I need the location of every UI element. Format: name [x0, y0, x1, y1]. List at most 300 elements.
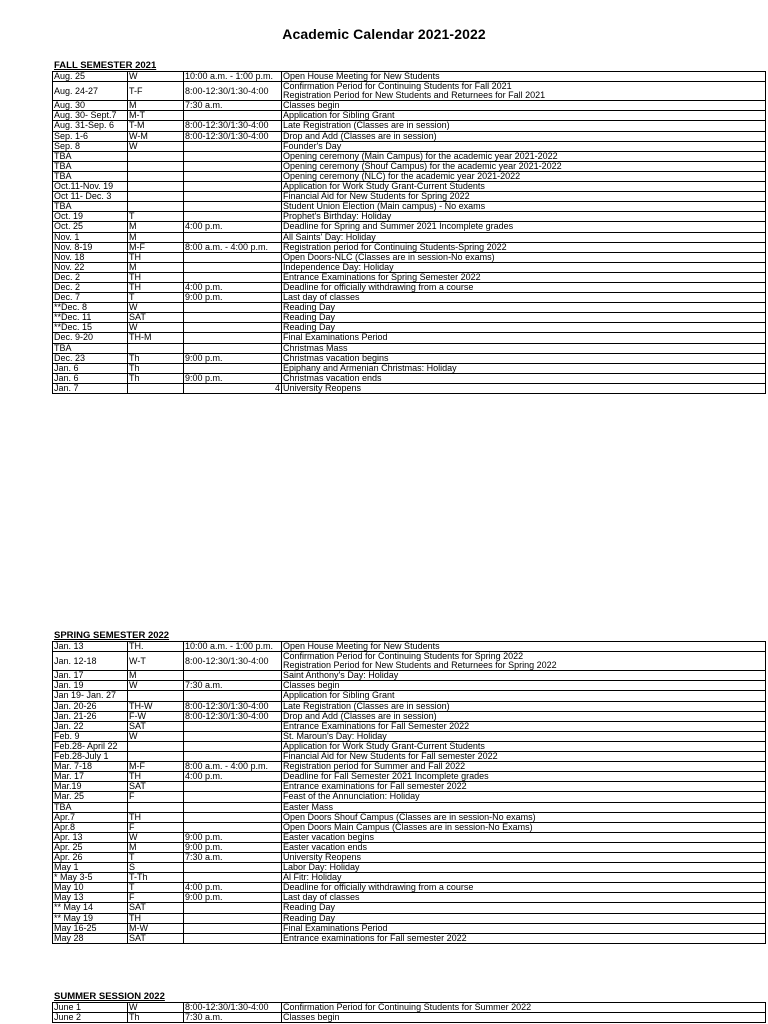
table-row	[53, 222, 766, 232]
table-row	[53, 711, 766, 721]
time-cell	[184, 262, 282, 272]
event-cell: University Reopens	[282, 383, 766, 393]
day-cell: TH	[128, 812, 184, 822]
time-cell: 7:30 a.m.	[184, 1013, 282, 1023]
table-row	[53, 782, 766, 792]
event-cell: Late Registration (Classes are in session)	[282, 701, 766, 711]
table-row	[53, 333, 766, 343]
date-cell: TBA	[53, 202, 128, 212]
time-cell	[184, 192, 282, 202]
event-cell: All Saints' Day: Holiday	[282, 232, 766, 242]
day-cell: TH	[128, 772, 184, 782]
time-cell	[184, 313, 282, 323]
date-cell: **Dec. 8	[53, 303, 128, 313]
event-cell: Last day of classes	[282, 293, 766, 303]
event-cell: Reading Day	[282, 323, 766, 333]
table-row	[53, 303, 766, 313]
day-cell: Th	[128, 353, 184, 363]
time-cell	[184, 731, 282, 741]
table-row	[53, 212, 766, 222]
event-cell: Christmas Mass	[282, 343, 766, 353]
day-cell: W	[128, 731, 184, 741]
day-cell: W-T	[128, 652, 184, 671]
date-cell: ** May 14	[53, 903, 128, 913]
date-cell: Dec. 2	[53, 272, 128, 282]
day-cell: W	[128, 832, 184, 842]
table-row	[53, 151, 766, 161]
table-row	[53, 671, 766, 681]
table-row	[53, 192, 766, 202]
time-cell	[184, 323, 282, 333]
event-cell: Christmas vacation begins	[282, 353, 766, 363]
day-cell: T-Th	[128, 873, 184, 883]
spring-semester-table	[52, 641, 766, 944]
table-row	[53, 141, 766, 151]
day-cell: M-T	[128, 111, 184, 121]
time-cell	[184, 343, 282, 353]
date-cell: Aug. 25	[53, 72, 128, 82]
day-cell: M	[128, 671, 184, 681]
table-row	[53, 313, 766, 323]
date-cell: TBA	[53, 161, 128, 171]
time-cell: 8:00 a.m. - 4:00 p.m.	[184, 762, 282, 772]
date-cell: Mar. 17	[53, 772, 128, 782]
day-cell	[128, 741, 184, 751]
date-cell: Apr.8	[53, 822, 128, 832]
event-cell: Student Union Election (Main campus) - No exams	[282, 202, 766, 212]
event-cell: Entrance examinations for Fall semester 2022	[282, 782, 766, 792]
table-row	[53, 903, 766, 913]
time-cell	[184, 363, 282, 373]
date-cell: Oct. 19	[53, 212, 128, 222]
day-cell: SAT	[128, 782, 184, 792]
event-cell: Open House Meeting for New Students	[282, 72, 766, 82]
table-row	[53, 913, 766, 923]
date-cell: Jan. 7	[53, 383, 128, 393]
day-cell: W	[128, 1003, 184, 1013]
day-cell	[128, 182, 184, 192]
day-cell: F	[128, 893, 184, 903]
event-cell: Deadline for Fall Semester 2021 Incomplete grades	[282, 772, 766, 782]
date-cell: June 2	[53, 1013, 128, 1023]
date-cell: Dec. 7	[53, 293, 128, 303]
table-row	[53, 822, 766, 832]
time-cell: 9:00 p.m.	[184, 353, 282, 363]
time-cell: 8:00-12:30/1:30-4:00	[184, 131, 282, 141]
date-cell: Feb. 9	[53, 731, 128, 741]
date-cell: Apr. 25	[53, 842, 128, 852]
day-cell: TH	[128, 282, 184, 292]
day-cell: TH	[128, 913, 184, 923]
time-cell	[184, 913, 282, 923]
date-cell: Mar.19	[53, 782, 128, 792]
summer-session-heading: SUMMER SESSION 2022	[54, 991, 165, 1002]
table-row	[53, 731, 766, 741]
time-cell: 9:00 p.m.	[184, 842, 282, 852]
day-cell	[128, 343, 184, 353]
date-cell: TBA	[53, 802, 128, 812]
date-cell: Nov. 8-19	[53, 242, 128, 252]
day-cell: SAT	[128, 903, 184, 913]
event-cell: Entrance Examinations for Spring Semester 2022	[282, 272, 766, 282]
day-cell: SAT	[128, 313, 184, 323]
date-cell: Jan. 6	[53, 373, 128, 383]
event-cell: Application for Work Study Grant-Current Students	[282, 182, 766, 192]
table-row	[53, 652, 766, 671]
date-cell: Nov. 22	[53, 262, 128, 272]
event-cell: Open Doors Main Campus (Classes are in session-No Exams)	[282, 822, 766, 832]
time-cell	[184, 232, 282, 242]
date-cell: **Dec. 11	[53, 313, 128, 323]
table-row	[53, 721, 766, 731]
day-cell: TH-W	[128, 701, 184, 711]
event-cell: Founder's Day	[282, 141, 766, 151]
table-row	[53, 642, 766, 652]
day-cell	[128, 171, 184, 181]
time-cell: 7:30 a.m.	[184, 101, 282, 111]
date-cell: Oct 11- Dec. 3	[53, 192, 128, 202]
event-cell: Confirmation Period for Continuing Students for Fall 2021 Registration Period for New Students and Returnees for Fall 2021	[282, 82, 766, 101]
table-row	[53, 161, 766, 171]
table-row	[53, 272, 766, 282]
date-cell: Feb.28-July 1	[53, 752, 128, 762]
date-cell: May 28	[53, 933, 128, 943]
time-cell: 4:00 p.m.	[184, 282, 282, 292]
event-cell: Opening ceremony (NLC) for the academic year 2021-2022	[282, 171, 766, 181]
date-cell: Jan 19- Jan. 27	[53, 691, 128, 701]
table-row	[53, 802, 766, 812]
date-cell: Sep. 8	[53, 141, 128, 151]
table-row	[53, 353, 766, 363]
time-cell: 9:00 p.m.	[184, 832, 282, 842]
date-cell: Oct. 25	[53, 222, 128, 232]
day-cell: T	[128, 883, 184, 893]
event-cell: Deadline for officially withdrawing from a course	[282, 282, 766, 292]
date-cell: Feb.28- April 22	[53, 741, 128, 751]
time-cell	[184, 161, 282, 171]
event-cell: Easter vacation ends	[282, 842, 766, 852]
event-cell: Labor Day: Holiday	[282, 863, 766, 873]
date-cell: Mar. 7-18	[53, 762, 128, 772]
date-cell: Apr. 26	[53, 852, 128, 862]
table-row	[53, 883, 766, 893]
date-cell: Nov. 1	[53, 232, 128, 242]
date-cell: Jan. 6	[53, 363, 128, 373]
table-row	[53, 933, 766, 943]
table-row	[53, 282, 766, 292]
table-row	[53, 772, 766, 782]
date-cell: Jan. 13	[53, 642, 128, 652]
time-cell	[184, 691, 282, 701]
day-cell	[128, 192, 184, 202]
day-cell: M	[128, 232, 184, 242]
day-cell: T	[128, 212, 184, 222]
time-cell	[184, 333, 282, 343]
day-cell: T	[128, 852, 184, 862]
table-row	[53, 293, 766, 303]
day-cell: M-F	[128, 242, 184, 252]
time-cell	[184, 923, 282, 933]
time-cell: 4:00 p.m.	[184, 772, 282, 782]
date-cell: TBA	[53, 171, 128, 181]
time-cell	[184, 933, 282, 943]
day-cell: M-F	[128, 762, 184, 772]
day-cell	[128, 802, 184, 812]
date-cell: Oct.11-Nov. 19	[53, 182, 128, 192]
date-cell: Dec. 9-20	[53, 333, 128, 343]
time-cell: 9:00 p.m.	[184, 893, 282, 903]
day-cell: M	[128, 262, 184, 272]
time-cell	[184, 182, 282, 192]
event-cell: Reading Day	[282, 303, 766, 313]
day-cell: M-W	[128, 923, 184, 933]
time-cell: 9:00 p.m.	[184, 373, 282, 383]
table-row	[53, 842, 766, 852]
event-cell: Feast of the Annunciation: Holiday	[282, 792, 766, 802]
day-cell: M	[128, 101, 184, 111]
event-cell: Financial Aid for New Students for Fall semester 2022	[282, 752, 766, 762]
time-cell	[184, 822, 282, 832]
day-cell: M	[128, 222, 184, 232]
day-cell	[128, 151, 184, 161]
time-cell	[184, 171, 282, 181]
day-cell: TH	[128, 272, 184, 282]
time-cell: 4:00 p.m.	[184, 222, 282, 232]
date-cell: Jan. 20-26	[53, 701, 128, 711]
date-cell: Dec. 23	[53, 353, 128, 363]
day-cell: Th	[128, 373, 184, 383]
time-cell	[184, 752, 282, 762]
time-cell	[184, 782, 282, 792]
event-cell: Open House Meeting for New Students	[282, 642, 766, 652]
event-cell: Open Doors-NLC (Classes are in session-No exams)	[282, 252, 766, 262]
table-row	[53, 373, 766, 383]
time-cell: 7:30 a.m.	[184, 681, 282, 691]
day-cell: T-F	[128, 82, 184, 101]
event-cell: Entrance Examinations for Fall Semester 2022	[282, 721, 766, 731]
day-cell: W	[128, 72, 184, 82]
time-cell: 8:00-12:30/1:30-4:00	[184, 121, 282, 131]
table-row	[53, 323, 766, 333]
day-cell: W	[128, 323, 184, 333]
table-row	[53, 893, 766, 903]
event-cell: Easter vacation begins	[282, 832, 766, 842]
table-row	[53, 1013, 766, 1023]
event-cell: Classes begin	[282, 1013, 766, 1023]
table-row	[53, 741, 766, 751]
table-row	[53, 812, 766, 822]
event-cell: Drop and Add (Classes are in session)	[282, 131, 766, 141]
event-cell: Prophet's Birthday: Holiday	[282, 212, 766, 222]
date-cell: Jan. 12-18	[53, 652, 128, 671]
event-cell: Deadline for Spring and Summer 2021 Incomplete grades	[282, 222, 766, 232]
day-cell: W	[128, 141, 184, 151]
day-cell: Th	[128, 1013, 184, 1023]
table-row	[53, 101, 766, 111]
event-cell: Confirmation Period for Continuing Students for Summer 2022	[282, 1003, 766, 1013]
time-cell	[184, 111, 282, 121]
day-cell: T	[128, 293, 184, 303]
date-cell: June 1	[53, 1003, 128, 1013]
date-cell: Jan. 19	[53, 681, 128, 691]
time-cell: 10:00 a.m. - 1:00 p.m.	[184, 72, 282, 82]
date-cell: Apr.7	[53, 812, 128, 822]
day-cell	[128, 383, 184, 393]
date-cell: Nov. 18	[53, 252, 128, 262]
table-row	[53, 792, 766, 802]
event-cell: Reading Day	[282, 903, 766, 913]
table-row	[53, 923, 766, 933]
event-cell: St. Maroun's Day: Holiday	[282, 731, 766, 741]
event-cell: Reading Day	[282, 313, 766, 323]
event-cell: Application for Sibling Grant	[282, 691, 766, 701]
table-row	[53, 171, 766, 181]
fall-semester-heading: FALL SEMESTER 2021	[54, 60, 157, 71]
event-cell: Classes begin	[282, 681, 766, 691]
date-cell: TBA	[53, 151, 128, 161]
summer-session-table	[52, 1002, 766, 1023]
date-cell: Aug. 24-27	[53, 82, 128, 101]
event-cell: Registration period for Summer and Fall 2022	[282, 762, 766, 772]
event-cell: Open Doors Shouf Campus (Classes are in session-No exams)	[282, 812, 766, 822]
date-cell: ** May 19	[53, 913, 128, 923]
time-cell: 9:00 p.m.	[184, 293, 282, 303]
time-cell	[184, 903, 282, 913]
date-cell: Aug. 30- Sept.7	[53, 111, 128, 121]
date-cell: Jan. 17	[53, 671, 128, 681]
table-row	[53, 873, 766, 883]
event-cell: Final Examinations Period	[282, 333, 766, 343]
time-cell	[184, 212, 282, 222]
event-cell: University Reopens	[282, 852, 766, 862]
table-row	[53, 762, 766, 772]
date-cell: **Dec. 15	[53, 323, 128, 333]
date-cell: Jan. 22	[53, 721, 128, 731]
time-cell: 10:00 a.m. - 1:00 p.m.	[184, 642, 282, 652]
day-cell	[128, 691, 184, 701]
page-title: Academic Calendar 2021-2022	[282, 26, 486, 42]
event-cell: Drop and Add (Classes are in session)	[282, 711, 766, 721]
event-cell: Confirmation Period for Continuing Students for Spring 2022 Registration Period for New Students and Returnees for Spring 2022	[282, 652, 766, 671]
date-cell: Sep. 1-6	[53, 131, 128, 141]
time-cell: 8:00-12:30/1:30-4:00	[184, 701, 282, 711]
event-cell: Last day of classes	[282, 893, 766, 903]
date-cell: * May 3-5	[53, 873, 128, 883]
table-row	[53, 363, 766, 373]
date-cell: Mar. 25	[53, 792, 128, 802]
date-cell: May 10	[53, 883, 128, 893]
table-row	[53, 72, 766, 82]
event-cell: Saint Anthony's Day: Holiday	[282, 671, 766, 681]
table-row	[53, 681, 766, 691]
day-cell: TH	[128, 252, 184, 262]
date-cell: May 16-25	[53, 923, 128, 933]
time-cell	[184, 671, 282, 681]
table-row	[53, 701, 766, 711]
event-cell: Christmas vacation ends	[282, 373, 766, 383]
table-row	[53, 1003, 766, 1013]
date-cell: Apr. 13	[53, 832, 128, 842]
event-cell: Registration period for Continuing Students-Spring 2022	[282, 242, 766, 252]
time-cell: 7:30 a.m.	[184, 852, 282, 862]
table-row	[53, 383, 766, 393]
time-cell	[184, 812, 282, 822]
time-cell	[184, 141, 282, 151]
time-cell: 8:00-12:30/1:30-4:00	[184, 1003, 282, 1013]
time-cell: 8:00-12:30/1:30-4:00	[184, 652, 282, 671]
day-cell: F	[128, 822, 184, 832]
day-cell: SAT	[128, 933, 184, 943]
table-row	[53, 202, 766, 212]
day-cell: W-M	[128, 131, 184, 141]
date-cell: Jan. 21-26	[53, 711, 128, 721]
day-cell	[128, 161, 184, 171]
table-row	[53, 863, 766, 873]
table-row	[53, 131, 766, 141]
table-row	[53, 121, 766, 131]
time-cell	[184, 863, 282, 873]
day-cell: S	[128, 863, 184, 873]
time-cell	[184, 303, 282, 313]
day-cell: M	[128, 842, 184, 852]
time-cell	[184, 252, 282, 262]
time-cell: 8:00 a.m. - 4:00 p.m.	[184, 242, 282, 252]
table-row	[53, 242, 766, 252]
day-cell: W	[128, 681, 184, 691]
time-cell	[184, 202, 282, 212]
event-cell: Opening ceremony (Shouf Campus) for the academic year 2021-2022	[282, 161, 766, 171]
time-cell	[184, 721, 282, 731]
day-cell: W	[128, 303, 184, 313]
day-cell: SAT	[128, 721, 184, 731]
time-cell: 4	[184, 383, 282, 393]
time-cell	[184, 802, 282, 812]
table-row	[53, 182, 766, 192]
table-row	[53, 262, 766, 272]
table-row	[53, 752, 766, 762]
date-cell: TBA	[53, 343, 128, 353]
day-cell: TH.	[128, 642, 184, 652]
time-cell	[184, 741, 282, 751]
time-cell	[184, 873, 282, 883]
event-cell: Classes begin	[282, 101, 766, 111]
day-cell	[128, 752, 184, 762]
table-row	[53, 82, 766, 101]
event-cell: Reading Day	[282, 913, 766, 923]
spring-semester-heading: SPRING SEMESTER 2022	[54, 630, 170, 641]
day-cell: F	[128, 792, 184, 802]
time-cell	[184, 792, 282, 802]
table-row	[53, 111, 766, 121]
table-row	[53, 232, 766, 242]
table-row	[53, 252, 766, 262]
table-row	[53, 832, 766, 842]
day-cell: TH-M	[128, 333, 184, 343]
event-cell: Application for Work Study Grant-Current Students	[282, 741, 766, 751]
event-cell: Financial Aid for New Students for Spring 2022	[282, 192, 766, 202]
event-cell: Al Fitr: Holiday	[282, 873, 766, 883]
time-cell: 8:00-12:30/1:30-4:00	[184, 711, 282, 721]
event-cell: Final Examinations Period	[282, 923, 766, 933]
table-row	[53, 691, 766, 701]
table-row	[53, 343, 766, 353]
date-cell: Aug. 30	[53, 101, 128, 111]
time-cell	[184, 151, 282, 161]
time-cell	[184, 272, 282, 282]
time-cell: 4:00 p.m.	[184, 883, 282, 893]
date-cell: Dec. 2	[53, 282, 128, 292]
date-cell: Aug. 31-Sep. 6	[53, 121, 128, 131]
